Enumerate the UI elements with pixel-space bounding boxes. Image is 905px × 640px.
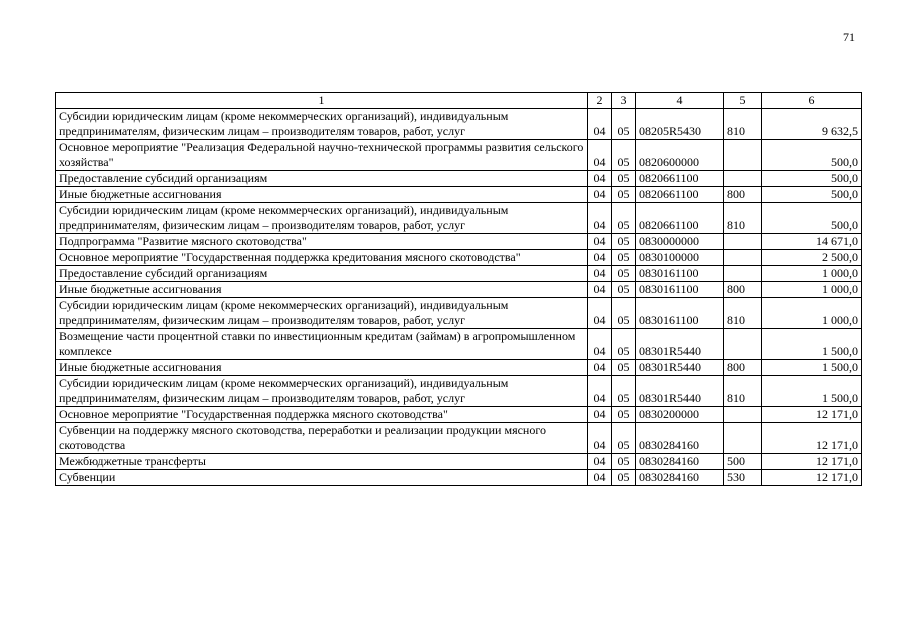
row-section: 04 [588,407,612,423]
row-subsection: 05 [612,423,636,454]
row-target-article: 0830161100 [636,298,724,329]
row-subsection: 05 [612,203,636,234]
row-subsection: 05 [612,454,636,470]
row-name: Субсидии юридическим лицам (кроме некоммерческих организаций), индивидуальным предпринимателям, физическим лицам – производителям товаров, работ, услуг [56,203,588,234]
row-subsection: 05 [612,282,636,298]
table-row [56,282,862,298]
row-expense-type: 800 [724,282,762,298]
row-name: Подпрограмма "Развитие мясного скотоводства" [56,234,588,250]
row-target-article: 0820600000 [636,140,724,171]
row-name: Основное мероприятие "Государственная поддержка кредитования мясного скотоводства" [56,250,588,266]
row-subsection: 05 [612,109,636,140]
row-name: Субсидии юридическим лицам (кроме некоммерческих организаций), индивидуальным предпринимателям, физическим лицам – производителям товаров, работ, услуг [56,298,588,329]
row-target-article: 0830284160 [636,423,724,454]
table-row [56,266,862,282]
row-expense-type [724,329,762,360]
row-target-article: 0820661100 [636,171,724,187]
row-amount: 12 171,0 [762,407,862,423]
budget-table [55,92,862,486]
row-name: Субвенции [56,470,588,486]
row-section: 04 [588,250,612,266]
table-row [56,203,862,234]
table-row [56,250,862,266]
row-name: Субсидии юридическим лицам (кроме некоммерческих организаций), индивидуальным предпринимателям, физическим лицам – производителям товаров, работ, услуг [56,376,588,407]
row-amount: 500,0 [762,203,862,234]
table-row [56,187,862,203]
row-name: Предоставление субсидий организациям [56,266,588,282]
row-name: Основное мероприятие "Государственная поддержка мясного скотоводства" [56,407,588,423]
row-section: 04 [588,329,612,360]
row-amount: 500,0 [762,140,862,171]
row-target-article: 0830200000 [636,407,724,423]
row-name: Предоставление субсидий организациям [56,171,588,187]
row-target-article: 08205R5430 [636,109,724,140]
row-target-article: 0820661100 [636,203,724,234]
row-section: 04 [588,360,612,376]
row-subsection: 05 [612,407,636,423]
row-subsection: 05 [612,171,636,187]
row-target-article: 08301R5440 [636,360,724,376]
row-expense-type: 530 [724,470,762,486]
table-row [56,171,862,187]
row-subsection: 05 [612,234,636,250]
row-subsection: 05 [612,187,636,203]
row-amount: 1 000,0 [762,298,862,329]
table-body [56,109,862,486]
row-name: Субвенции на поддержку мясного скотоводства, переработки и реализации продукции мясного скотоводства [56,423,588,454]
row-amount: 500,0 [762,187,862,203]
row-subsection: 05 [612,376,636,407]
header-col-5: 5 [724,93,762,109]
row-expense-type: 810 [724,376,762,407]
row-expense-type [724,171,762,187]
row-amount: 14 671,0 [762,234,862,250]
row-expense-type: 810 [724,109,762,140]
page-number: 71 [843,30,855,44]
row-subsection: 05 [612,329,636,360]
table-row [56,234,862,250]
table-row [56,454,862,470]
row-subsection: 05 [612,360,636,376]
header-col-4: 4 [636,93,724,109]
row-name: Межбюджетные трансферты [56,454,588,470]
row-section: 04 [588,376,612,407]
row-amount: 9 632,5 [762,109,862,140]
table-row [56,298,862,329]
table-row [56,423,862,454]
table-row [56,376,862,407]
row-target-article: 0830161100 [636,266,724,282]
table-row [56,109,862,140]
row-amount: 12 171,0 [762,423,862,454]
row-expense-type [724,250,762,266]
row-name: Возмещение части процентной ставки по инвестиционным кредитам (займам) в агропромышленном комплексе [56,329,588,360]
row-target-article: 0820661100 [636,187,724,203]
row-target-article: 08301R5440 [636,376,724,407]
row-amount: 1 500,0 [762,360,862,376]
row-amount: 12 171,0 [762,454,862,470]
table-row [56,407,862,423]
row-subsection: 05 [612,298,636,329]
table-header [56,93,862,109]
row-target-article: 0830284160 [636,454,724,470]
row-target-article: 0830100000 [636,250,724,266]
row-section: 04 [588,454,612,470]
row-expense-type [724,266,762,282]
row-expense-type [724,423,762,454]
row-section: 04 [588,298,612,329]
row-name: Иные бюджетные ассигнования [56,187,588,203]
row-amount: 500,0 [762,171,862,187]
row-target-article: 0830161100 [636,282,724,298]
row-amount: 12 171,0 [762,470,862,486]
table-row [56,470,862,486]
table-row [56,140,862,171]
row-amount: 1 000,0 [762,266,862,282]
row-section: 04 [588,140,612,171]
row-expense-type: 500 [724,454,762,470]
table-row [56,360,862,376]
row-name: Иные бюджетные ассигнования [56,360,588,376]
row-target-article: 0830284160 [636,470,724,486]
row-section: 04 [588,234,612,250]
row-section: 04 [588,187,612,203]
header-row [56,93,862,109]
row-target-article: 08301R5440 [636,329,724,360]
row-expense-type [724,234,762,250]
header-col-3: 3 [612,93,636,109]
row-name: Иные бюджетные ассигнования [56,282,588,298]
table-row [56,329,862,360]
row-amount: 1 000,0 [762,282,862,298]
row-amount: 1 500,0 [762,376,862,407]
row-section: 04 [588,109,612,140]
row-expense-type: 810 [724,298,762,329]
row-section: 04 [588,470,612,486]
header-col-1: 1 [56,93,588,109]
row-expense-type: 800 [724,360,762,376]
row-subsection: 05 [612,266,636,282]
row-expense-type: 800 [724,187,762,203]
row-subsection: 05 [612,250,636,266]
row-amount: 2 500,0 [762,250,862,266]
row-section: 04 [588,203,612,234]
row-expense-type [724,407,762,423]
row-name: Основное мероприятие "Реализация Федеральной научно-технической программы развития сельского хозяйства" [56,140,588,171]
row-section: 04 [588,282,612,298]
row-expense-type: 810 [724,203,762,234]
row-expense-type [724,140,762,171]
header-col-2: 2 [588,93,612,109]
header-col-6: 6 [762,93,862,109]
row-section: 04 [588,423,612,454]
row-section: 04 [588,266,612,282]
row-name: Субсидии юридическим лицам (кроме некоммерческих организаций), индивидуальным предпринимателям, физическим лицам – производителям товаров, работ, услуг [56,109,588,140]
row-subsection: 05 [612,140,636,171]
row-section: 04 [588,171,612,187]
row-amount: 1 500,0 [762,329,862,360]
row-subsection: 05 [612,470,636,486]
row-target-article: 0830000000 [636,234,724,250]
